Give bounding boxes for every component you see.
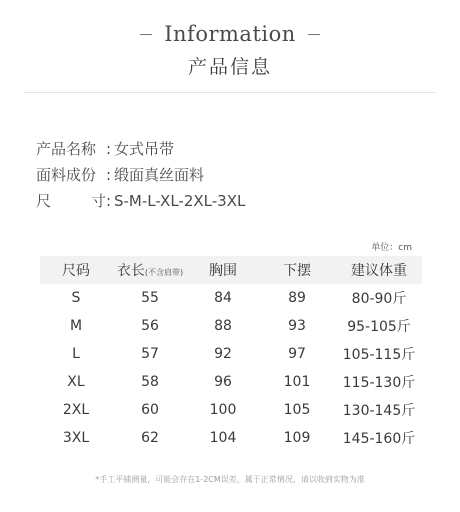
info-value: S-M-L-XL-2XL-3XL <box>114 192 246 210</box>
cell-weight: 145-160斤 <box>342 431 416 447</box>
cell-weight: 130-145斤 <box>342 403 416 419</box>
cell-size: L <box>72 346 80 362</box>
section-heading <box>0 22 460 79</box>
cell-length: 56 <box>141 318 159 334</box>
cell-length: 55 <box>141 290 159 306</box>
header-hem: 下摆 <box>283 263 311 279</box>
dash-right <box>308 34 320 35</box>
table-body <box>40 284 422 452</box>
divider <box>24 92 436 93</box>
cell-length: 62 <box>141 430 159 446</box>
info-value: 女式吊带 <box>114 140 175 158</box>
header-length-note: (不含肩带) <box>144 268 184 277</box>
dash-left <box>140 34 152 35</box>
cell-hem: 93 <box>288 318 306 334</box>
table-row <box>40 340 422 368</box>
table-row <box>40 368 422 396</box>
cell-length: 58 <box>141 374 159 390</box>
cell-hem: 101 <box>283 374 311 390</box>
cell-weight: 80-90斤 <box>351 291 407 307</box>
cell-length: 57 <box>141 346 159 362</box>
heading-chinese: 产品信息 <box>187 56 272 78</box>
cell-hem: 105 <box>283 402 311 418</box>
cell-weight: 115-130斤 <box>342 375 416 391</box>
product-info <box>36 136 245 214</box>
cell-hem: 97 <box>288 346 306 362</box>
table-row <box>40 424 422 452</box>
cell-bust: 100 <box>209 402 237 418</box>
cell-bust: 104 <box>209 430 237 446</box>
cell-weight: 105-115斤 <box>342 347 416 363</box>
info-key: 面料成份 <box>36 166 97 184</box>
cell-size: XL <box>67 374 85 390</box>
table-row <box>40 312 422 340</box>
table-row <box>40 396 422 424</box>
info-key: 产品名称 <box>36 140 97 158</box>
size-table <box>40 256 422 452</box>
info-row-fabric: 面料成份 : 缎面真丝面料 <box>36 162 245 188</box>
header-size: 尺码 <box>62 263 90 279</box>
header-weight: 建议体重 <box>351 263 407 279</box>
header-length: 衣长(不含肩带) <box>116 263 184 279</box>
measurement-note: *手工平铺测量，可能会存在1-2CM误差，属于正常情况，请以收到实物为准 <box>95 475 365 484</box>
info-value: 缎面真丝面料 <box>114 166 205 184</box>
info-row-name: 产品名称 : 女式吊带 <box>36 136 245 162</box>
heading-english <box>0 22 460 46</box>
cell-size: 3XL <box>62 430 90 446</box>
cell-size: S <box>71 290 81 306</box>
cell-hem: 89 <box>288 290 306 306</box>
cell-size: M <box>69 318 83 334</box>
cell-hem: 109 <box>283 430 311 446</box>
cell-length: 60 <box>141 402 159 418</box>
cell-weight: 95-105斤 <box>347 319 411 335</box>
cell-size: 2XL <box>62 402 90 418</box>
cell-bust: 84 <box>214 290 232 306</box>
table-header <box>40 256 422 284</box>
heading-english-text: Information <box>164 22 296 46</box>
unit-label: 单位：cm <box>371 243 412 253</box>
info-row-size: 尺 寸 : S-M-L-XL-2XL-3XL <box>36 188 245 214</box>
table-row <box>40 284 422 312</box>
info-key: 尺 寸 <box>36 192 106 210</box>
cell-bust: 92 <box>214 346 232 362</box>
cell-bust: 88 <box>214 318 232 334</box>
cell-bust: 96 <box>214 374 232 390</box>
header-bust: 胸围 <box>209 263 237 279</box>
